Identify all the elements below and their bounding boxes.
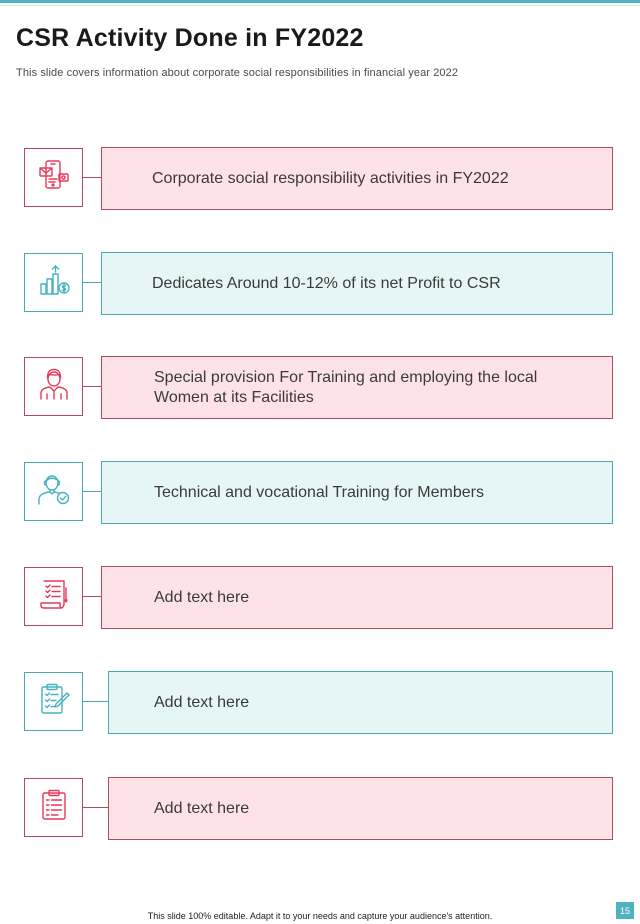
page-number: 15 <box>616 902 634 919</box>
businessman-icon <box>36 366 72 407</box>
growth-chart-dollar-icon <box>36 262 72 303</box>
activity-connector <box>83 807 109 808</box>
mobile-message-icon <box>36 157 72 198</box>
activity-row-1 <box>0 147 640 211</box>
activity-text-box <box>101 356 613 419</box>
activity-text: Technical and vocational Training for Members <box>154 483 484 501</box>
activity-text-box <box>101 147 613 210</box>
activity-icon-box <box>24 357 83 416</box>
activity-text-box <box>101 566 613 629</box>
activity-icon-box <box>24 462 83 521</box>
clipboard-list-icon <box>36 787 72 828</box>
activity-icon-box <box>24 567 83 626</box>
activity-icon-box <box>24 148 83 207</box>
activity-icon-box <box>24 253 83 312</box>
footer-note: This slide 100% editable. Adapt it to your needs and capture your audience's attention. <box>147 911 493 921</box>
top-accent-line <box>0 5 640 6</box>
activity-row-7 <box>0 777 640 841</box>
verified-user-icon <box>36 471 72 512</box>
activity-row-5 <box>0 566 640 630</box>
clipboard-pen-icon <box>36 681 72 722</box>
activity-text-box <box>101 461 613 524</box>
page-title: CSR Activity Done in FY2022 <box>16 24 364 52</box>
activity-text: Add text here <box>154 588 250 606</box>
activity-text-box <box>101 252 613 315</box>
activity-icon-box <box>24 672 83 731</box>
activity-text-box <box>108 777 613 840</box>
activity-row-2 <box>0 252 640 316</box>
activity-connector <box>83 701 109 702</box>
activity-text: Dedicates Around 10-12% of its net Profit to CSR <box>152 274 501 292</box>
checklist-document-icon <box>36 576 72 617</box>
activity-text: Corporate social responsibility activities in FY2022 <box>152 169 509 187</box>
activity-text-box <box>108 671 613 734</box>
top-accent-bar <box>0 0 640 3</box>
activity-row-3 <box>0 356 640 420</box>
page-subtitle: This slide covers information about corporate social responsibilities in financial year 2022 <box>16 67 459 79</box>
activity-text: Add text here <box>154 799 250 817</box>
activity-text: Special provision For Training and employing the local Women at its Facilities <box>154 368 538 406</box>
activity-icon-box <box>24 778 83 837</box>
activity-row-4 <box>0 461 640 525</box>
activity-text: Add text here <box>154 693 250 711</box>
activity-row-6 <box>0 671 640 735</box>
